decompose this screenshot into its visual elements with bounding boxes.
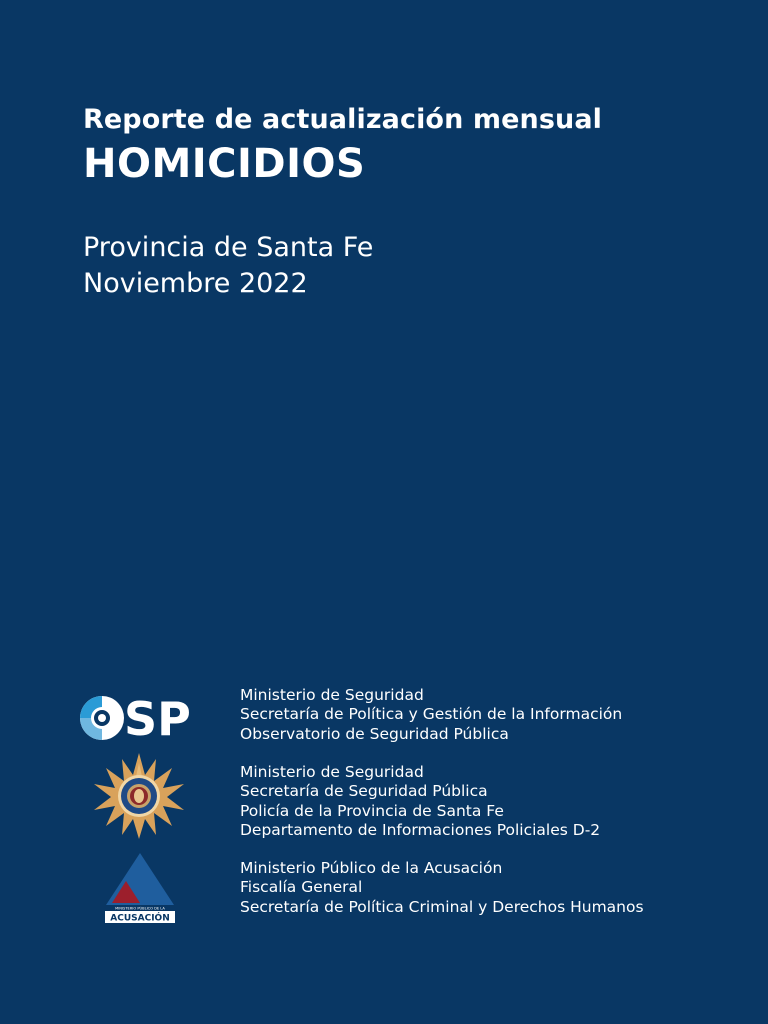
acusacion-logo-text: ACUSACIÓN [110, 913, 170, 924]
org-line: Ministerio de Seguridad [240, 686, 424, 704]
org-line: Ministerio de Seguridad [240, 763, 424, 781]
police-star-badge-icon [92, 751, 186, 841]
province-label: Provincia de Santa Fe [83, 232, 374, 263]
acusacion-logo-small-text: MINISTERIO PÚBLICO DE LA [115, 906, 165, 911]
org-line: Ministerio Público de la Acusación [240, 859, 503, 877]
report-title: HOMICIDIOS [83, 141, 366, 187]
osp-logo-icon [78, 694, 202, 742]
org-text-acusacion [240, 859, 644, 917]
org-text-policia [240, 763, 600, 840]
org-line: Secretaría de Seguridad Pública [240, 782, 488, 801]
org-line: Observatorio de Seguridad Pública [240, 724, 509, 743]
org-line: Secretaría de Política Criminal y Derechos Humanos [240, 897, 644, 916]
report-meta [83, 230, 373, 302]
svg-text:SP: SP [124, 694, 191, 742]
org-line: Departamento de Informaciones Policiales D-2 [240, 820, 601, 839]
report-subtitle: Reporte de actualización mensual [83, 104, 603, 135]
org-text-osp [240, 686, 622, 744]
date-label: Noviembre 2022 [83, 268, 308, 299]
org-line: Policía de la Provincia de Santa Fe [240, 801, 504, 820]
org-line: Secretaría de Política y Gestión de la Información [240, 705, 623, 724]
title-block [83, 102, 602, 188]
org-line: Fiscalía General [240, 878, 363, 897]
ministerio-publico-acusacion-logo-icon [104, 851, 176, 925]
